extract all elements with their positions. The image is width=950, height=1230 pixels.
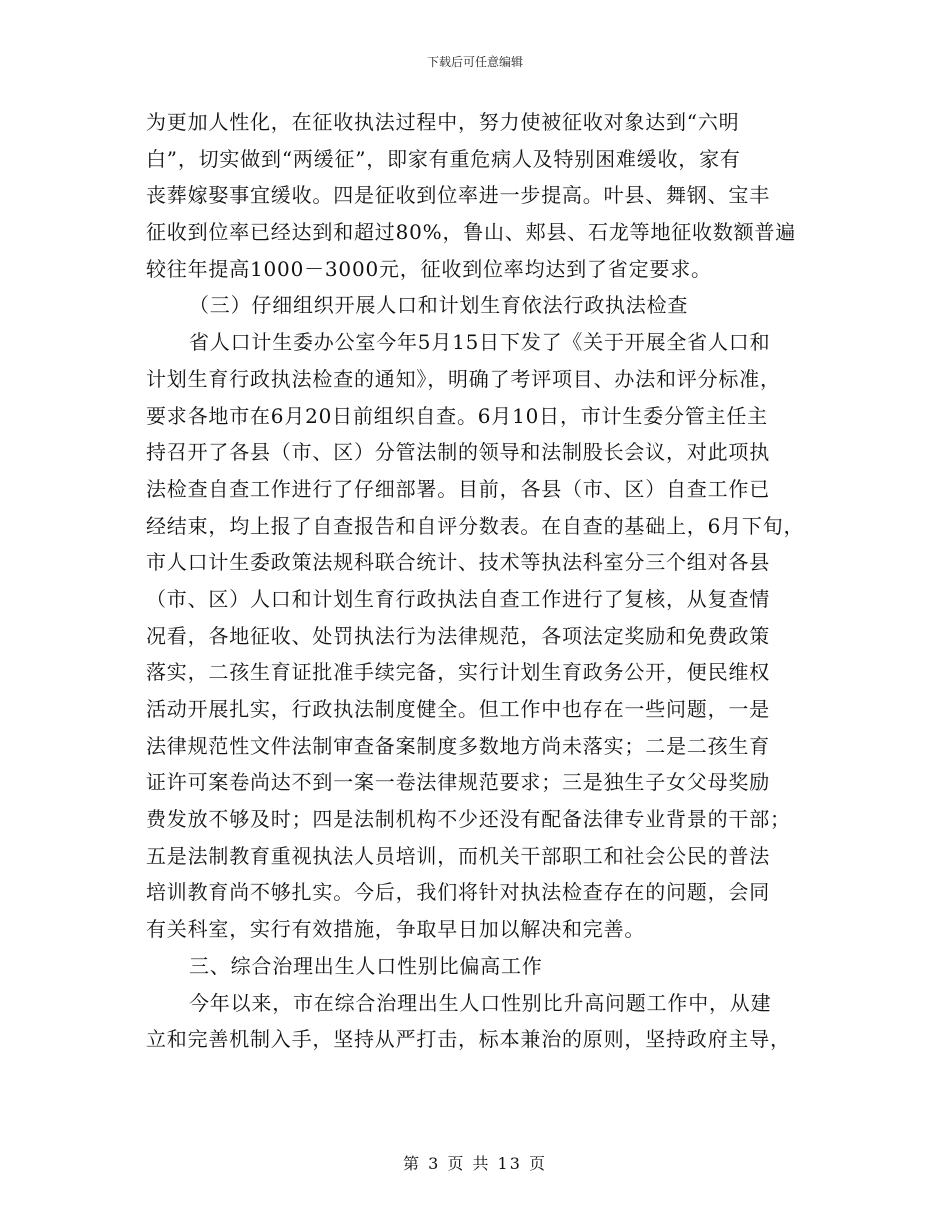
heading-text: 三、综合治理出生人口性别比偏高工作 (189, 953, 543, 978)
text-line: 况看，各地征收、处罚执法行为法律规范，各项法定奖励和免费政策 (146, 623, 770, 648)
paragraph (146, 985, 826, 1058)
text-line: 白”，切实做到“两缓征”，即家有重危病人及特别困难缓收，家有 (146, 146, 741, 171)
text-line: 经结束，均上报了自查报告和自评分数表。在自查的基础上，6月下旬， (146, 513, 805, 538)
text-line: （市、区）人口和计划生育行政执法自查工作进行了复核，从复查情 (146, 586, 770, 611)
section-heading (146, 287, 826, 324)
text-line: 市人口计生委政策法规科联合统计、技术等执法科室分三个组对各县 (146, 550, 770, 575)
text-line: 今年以来，市在综合治理出生人口性别比升高问题工作中，从建 (189, 990, 772, 1015)
page-footer: 第 3 页 共 13 页 (403, 1154, 547, 1173)
paragraph (146, 324, 826, 948)
text-line: 立和完善机制入手，坚持从严打击，标本兼治的原则，坚持政府主导， (146, 1027, 791, 1052)
text-line: 证许可案卷尚达不到一案一卷法律规范要求；三是独生子女父母奖励 (146, 770, 770, 795)
text-line: 计划生育行政执法检查的通知》，明确了考评项目、办法和评分标准， (146, 366, 781, 391)
text-line: 有关科室，实行有效措施，争取早日加以解决和完善。 (146, 917, 646, 942)
heading-text: （三）仔细组织开展人口和计划生育依法行政执法检查 (189, 293, 689, 318)
text-line: 持召开了各县（市、区）分管法制的领导和法制股长会议，对此项执 (146, 440, 770, 465)
text-line: 活动开展扎实，行政执法制度健全。但工作中也存在一些问题，一是 (146, 697, 770, 721)
page-header: 下载后可任意编辑 (426, 55, 523, 69)
text-line: 为更加人性化，在征收执法过程中，努力使被征收对象达到“六明 (146, 110, 740, 134)
text-line: 丧葬嫁娶事宜缓收。四是征收到位率进一步提高。叶县、舞钢、宝丰 (146, 183, 770, 208)
text-line: 法检查自查工作进行了仔细部署。目前，各县（市、区）自查工作已 (146, 476, 770, 501)
text-line: 落实，二孩生育证批准手续完备，实行计划生育政务公开，便民维权 (146, 660, 770, 685)
text-line: 五是法制教育重视执法人员培训，而机关干部职工和社会公民的普法 (146, 843, 770, 868)
text-line: 要求各地市在6月20日前组织自查。6月10日，市计生委分管主任主 (146, 403, 768, 428)
paragraph (146, 104, 826, 287)
text-line: 费发放不够及时；四是法制机构不少还没有配备法律专业背景的干部； (146, 807, 791, 832)
text-line: 法律规范性文件法制审查备案制度多数地方尚未落实；二是二孩生育 (146, 733, 770, 758)
text-line: 培训教育尚不够扎实。今后，我们将针对执法检查存在的问题，会同 (146, 880, 770, 905)
text-line: 较往年提高1000－3000元，征收到位率均达到了省定要求。 (146, 256, 712, 281)
section-heading (146, 948, 826, 985)
text-line: 征收到位率已经达到和超过80%，鲁山、郏县、石龙等地征收数额普遍 (146, 220, 797, 245)
document-body (146, 104, 826, 1058)
text-line: 省人口计生委办公室今年5月15日下发了《关于开展全省人口和 (189, 330, 771, 355)
